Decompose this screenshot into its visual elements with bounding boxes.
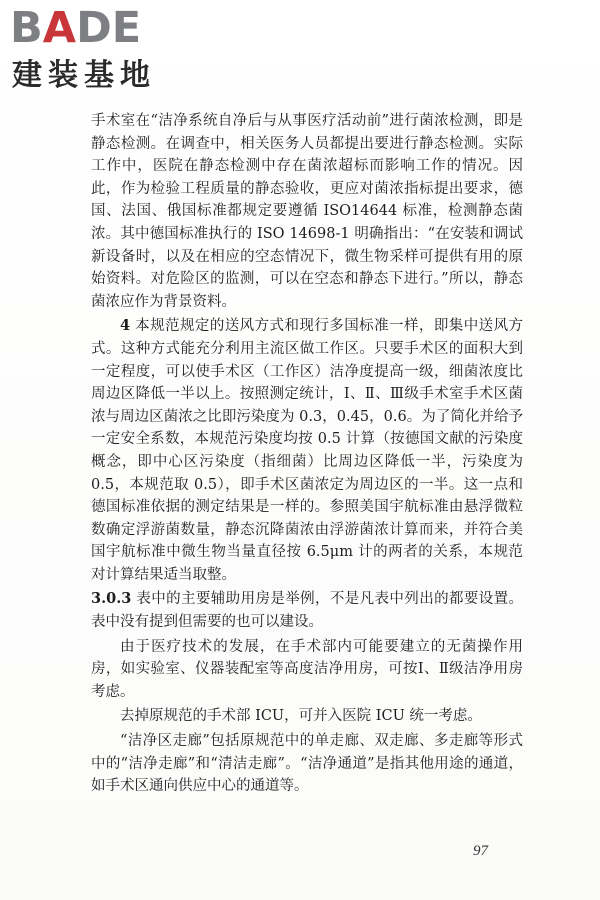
paragraph-2 [91, 315, 523, 586]
logo-letters-de: DE [76, 3, 142, 53]
document-body [91, 110, 523, 798]
paragraph-2-text: 本规范规定的送风方式和现行多国标准一样，即集中送风方式。这种方式能充分利用主流区做工作区。只要手术区的面积大到一定程度，可以使手术区（工作区）洁净度提高一级，细菌浓度比周边区降低一半以上。按照测定统计，Ⅰ、Ⅱ、Ⅲ级手术室手术区菌浓与周边区菌浓之比即污染度为 0.3，0.45，0.6。为了简化并给予一定安全系数，本规范污染度均按 0.5 计算（按德国文献的污染度概念，即中心区污染度（指细菌）比周边区降低一半，污染度为 0.5，本规范取 0.5），即手术区菌浓定为周边区的一半。这一点和德国标准依据的测定结果是一样的。参照美国宇航标准由悬浮微粒数确定浮游菌数量，静态沉降菌浓由浮游菌浓计算而来，并符合美国宇航标准中微生物当量直径按 6.5μm 计的两者的关系，本规范对计算结果适当取整。 [91, 318, 524, 583]
logo-wordmark [10, 4, 141, 52]
page-number: 97 [473, 843, 488, 859]
logo-subtitle: 建装基地 [12, 58, 156, 93]
clause-number: 3.0.3 [91, 590, 132, 608]
paragraph-4: 由于医疗技术的发展，在手术部内可能要建立的无菌操作用房，如实验室、仪器装配室等高度洁净用房，可按Ⅰ、Ⅱ级洁净用房考虑。 [91, 638, 523, 700]
clause-3-0-3 [91, 588, 523, 633]
bade-logo [10, 4, 180, 100]
item-number-4: 4 [120, 317, 131, 335]
paragraph-5: 去掉原规范的手术部 ICU，可并入医院 ICU 统一考虑。 [120, 708, 482, 725]
paragraph-6: “洁净区走廊”包括原规范中的单走廊、双走廊、多走廊等形式中的“洁净走廊”和“清洁走廊”。“洁净通道”是指其他用途的通道，如手术区通向供应中心的通道等。 [91, 733, 523, 795]
paragraph-1: 手术室在“洁净系统自净后与从事医疗活动前”进行菌浓检测，即是静态检测。在调查中，相关医务人员都提出要进行静态检测。实际工作中，医院在静态检测中存在菌浓超标而影响工作的情况。因此，作为检验工程质量的静态验收，更应对菌浓指标提出要求，德国、法国、俄国标准都规定要遵循 ISO14644 标准，检测静态菌浓。其中德国标准执行的 ISO 14698-1 明确指出：“在安装和调试新设备时，以及在相应的空态情况下，微生物采样可提供有用的原始资料。对危险区的监测，可以在空态和静态下进行。”所以，静态菌浓应作为背景资料。 [91, 113, 523, 310]
logo-letter-b: B [10, 3, 43, 53]
logo-letter-a-accent: A [42, 3, 77, 53]
clause-3-0-3-text: 表中的主要辅助用房是举例，不是凡表中列出的都要设置。表中没有提到但需要的也可以建设。 [91, 591, 524, 631]
